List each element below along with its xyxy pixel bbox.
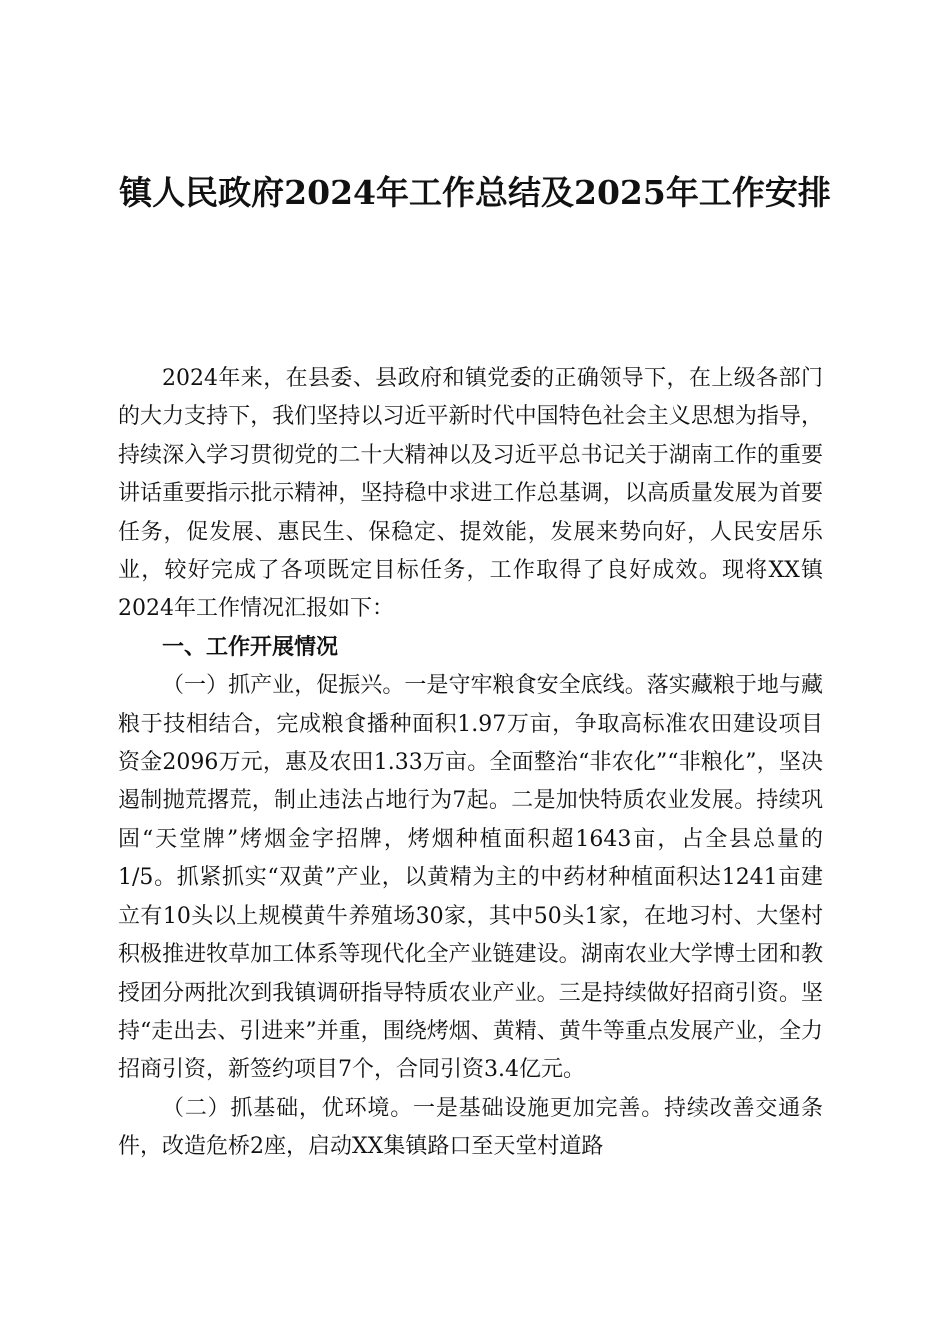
section-heading: 一、工作开展情况 xyxy=(162,634,339,660)
paragraph-industry: （一）抓产业，促振兴。一是守牢粮食安全底线。落实藏粮于地与藏粮于技相结合，完成粮食播种面积1.97万亩，争取高标准农田建设项目资金2096万元，惠及农田1.33万亩。全面整治“非农化”“非粮化”，坚决遏制抛荒撂荒，制止违法占地行为7起。二是加快特质农业发展。持续巩固“天堂牌”烤烟金字招牌，烤烟种植面积超1643亩，占全县总量的1/5。抓紧抓实“双黄”产业，以黄精为主的中药材种植面积达1241亩建立有10头以上规模黄牛养殖场30家，其中50头1家，在地习村、大堡村积极推进牧草加工体系等现代化全产业链建设。湖南农业大学博士团和教授团分两批次到我镇调研指导特质农业产业。三是持续做好招商引资。坚持“走出去、引进来”并重，围绕烤烟、黄精、黄牛等重点发展产业，全力招商引资，新签约项目7个，合同引资3.4亿元。 xyxy=(118,673,823,1083)
intro-paragraph: 2024年来，在县委、县政府和镇党委的正确领导下，在上级各部门的大力支持下，我们坚持以习近平新时代中国特色社会主义思想为指导，持续深入学习贯彻党的二十大精神以及习近平总书记关于湖南工作的重要讲话重要指示批示精神，坚持稳中求进工作总基调，以高质量发展为首要任务，促发展、惠民生、保稳定、提效能，发展来势向好，人民安居乐业，较好完成了各项既定目标任务，工作取得了良好成效。现将XX镇2024年工作情况汇报如下： xyxy=(118,366,823,622)
document-title: 镇人民政府2024年工作总结及2025年工作安排 xyxy=(119,173,831,212)
document-body xyxy=(118,360,823,1167)
paragraph-infrastructure: （二）抓基础，优环境。一是基础设施更加完善。持续改善交通条件，改造危桥2座，启动XX集镇路口至天堂村道路 xyxy=(118,1095,823,1160)
